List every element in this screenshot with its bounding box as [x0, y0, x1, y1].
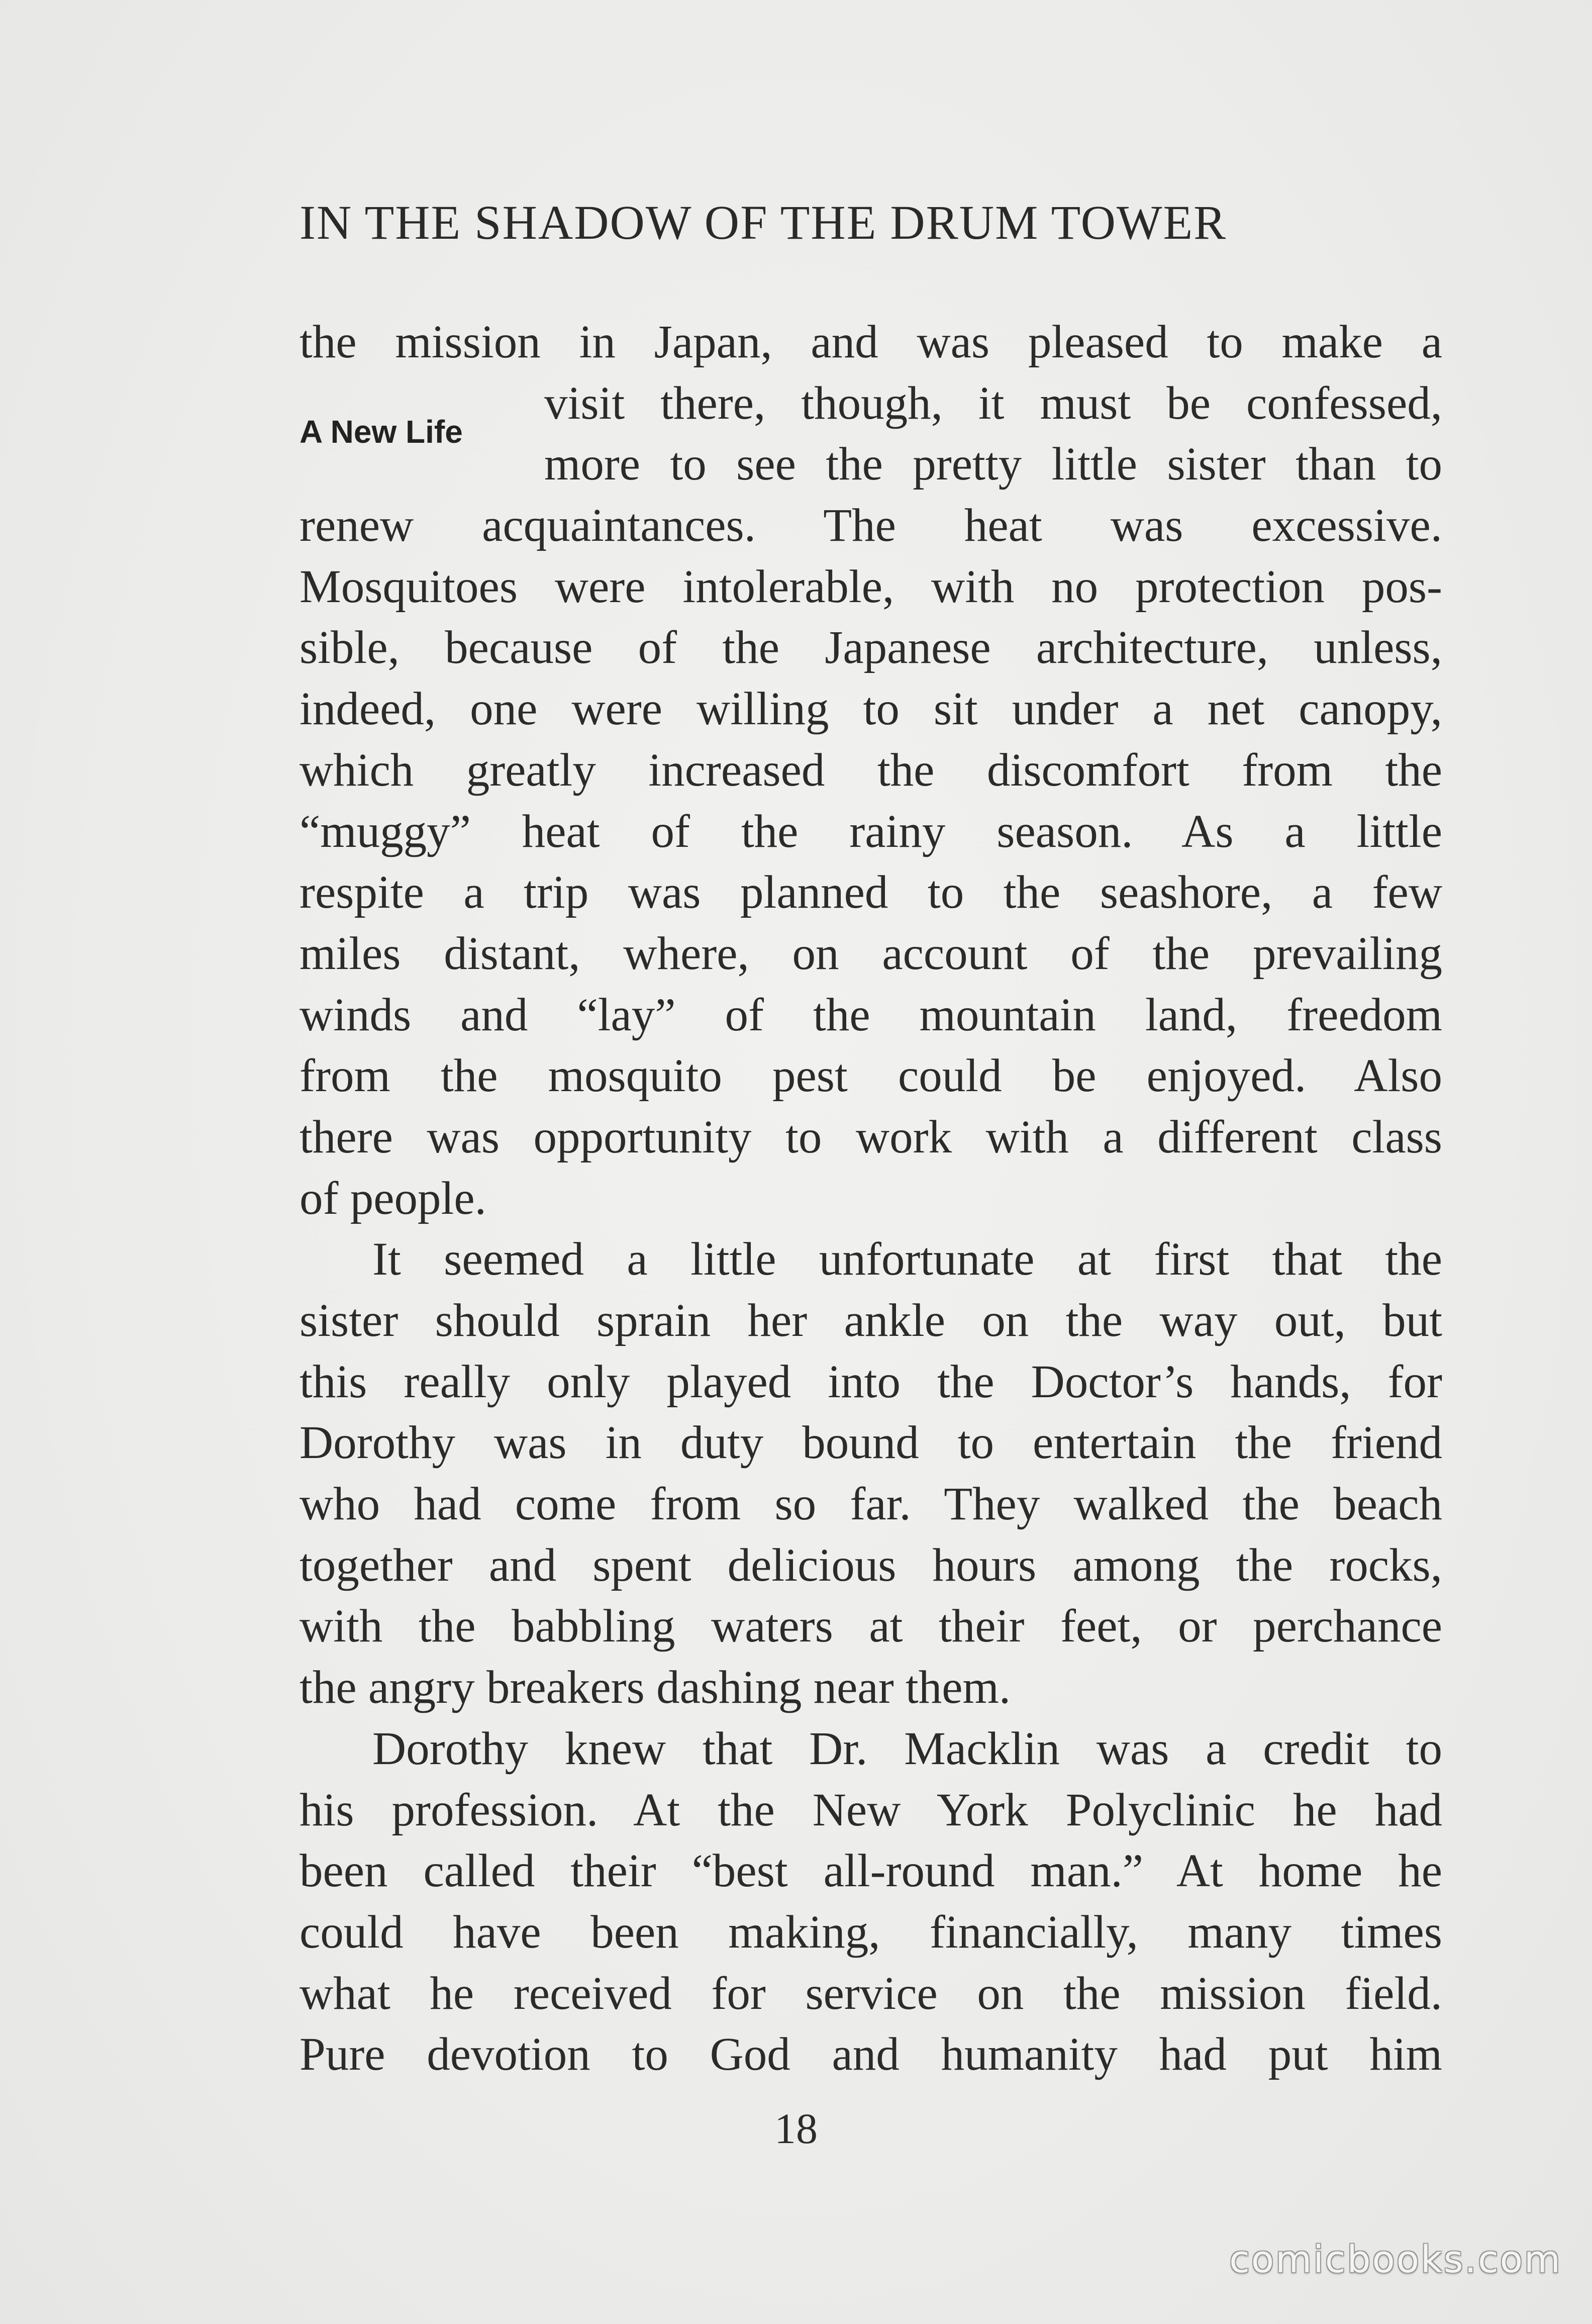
watermark-text: comicbooks.com — [1229, 2238, 1562, 2281]
text-line: more to see the pretty little sister than to — [544, 438, 1442, 491]
text-line: Dorothy was in duty bound to entertain the friend — [300, 1417, 1442, 1469]
text-line: winds and “lay” of the mountain land, freedom — [300, 989, 1442, 1041]
margin-sidenote: A New Life — [300, 414, 463, 450]
text-line: renew acquaintances. The heat was excessive. — [300, 500, 1442, 552]
text-line: visit there, though, it must be confessed, — [544, 377, 1442, 429]
page-number: 18 — [774, 2104, 818, 2153]
text-line: been called their “best all-round man.” At home he — [300, 1845, 1442, 1897]
text-line: Dorothy knew that Dr. Macklin was a credit to — [372, 1722, 1442, 1775]
text-line: of people. — [300, 1172, 486, 1224]
text-line: could have been making, financially, many times — [300, 1906, 1442, 1958]
text-line: who had come from so far. They walked the beach — [300, 1478, 1442, 1530]
text-line: sible, because of the Japanese architecture, unless, — [300, 622, 1442, 674]
text-line: what he received for service on the mission field. — [300, 1967, 1442, 2019]
text-line: with the babbling waters at their feet, or perchance — [300, 1600, 1442, 1653]
text-line: respite a trip was planned to the seashore, a few — [300, 866, 1442, 919]
text-line: there was opportunity to work with a different class — [300, 1111, 1442, 1163]
text-line: which greatly increased the discomfort from the — [300, 744, 1442, 796]
text-line: Mosquitoes were intolerable, with no protection pos- — [300, 560, 1442, 613]
body-text — [300, 312, 1442, 2085]
text-line: his profession. At the New York Polyclinic he had — [300, 1784, 1442, 1836]
text-line: Pure devotion to God and humanity had put him — [300, 2028, 1442, 2081]
text-line: the angry breakers dashing near them. — [300, 1662, 1011, 1714]
text-line: indeed, one were willing to sit under a net canopy, — [300, 683, 1442, 735]
text-line: the mission in Japan, and was pleased to make a — [300, 316, 1442, 368]
text-line: sister should sprain her ankle on the way out, but — [300, 1295, 1442, 1346]
running-head: IN THE SHADOW OF THE DRUM TOWER — [300, 196, 1227, 249]
text-line: It seemed a little unfortunate at first that the — [372, 1233, 1442, 1286]
text-line: miles distant, where, on account of the prevailing — [300, 927, 1442, 980]
text-line: from the mosquito pest could be enjoyed. Also — [300, 1050, 1442, 1102]
text-line: “muggy” heat of the rainy season. As a little — [300, 805, 1442, 857]
text-line: together and spent delicious hours among the rocks, — [300, 1539, 1442, 1591]
text-line: this really only played into the Doctor’s hands, for — [300, 1355, 1442, 1408]
